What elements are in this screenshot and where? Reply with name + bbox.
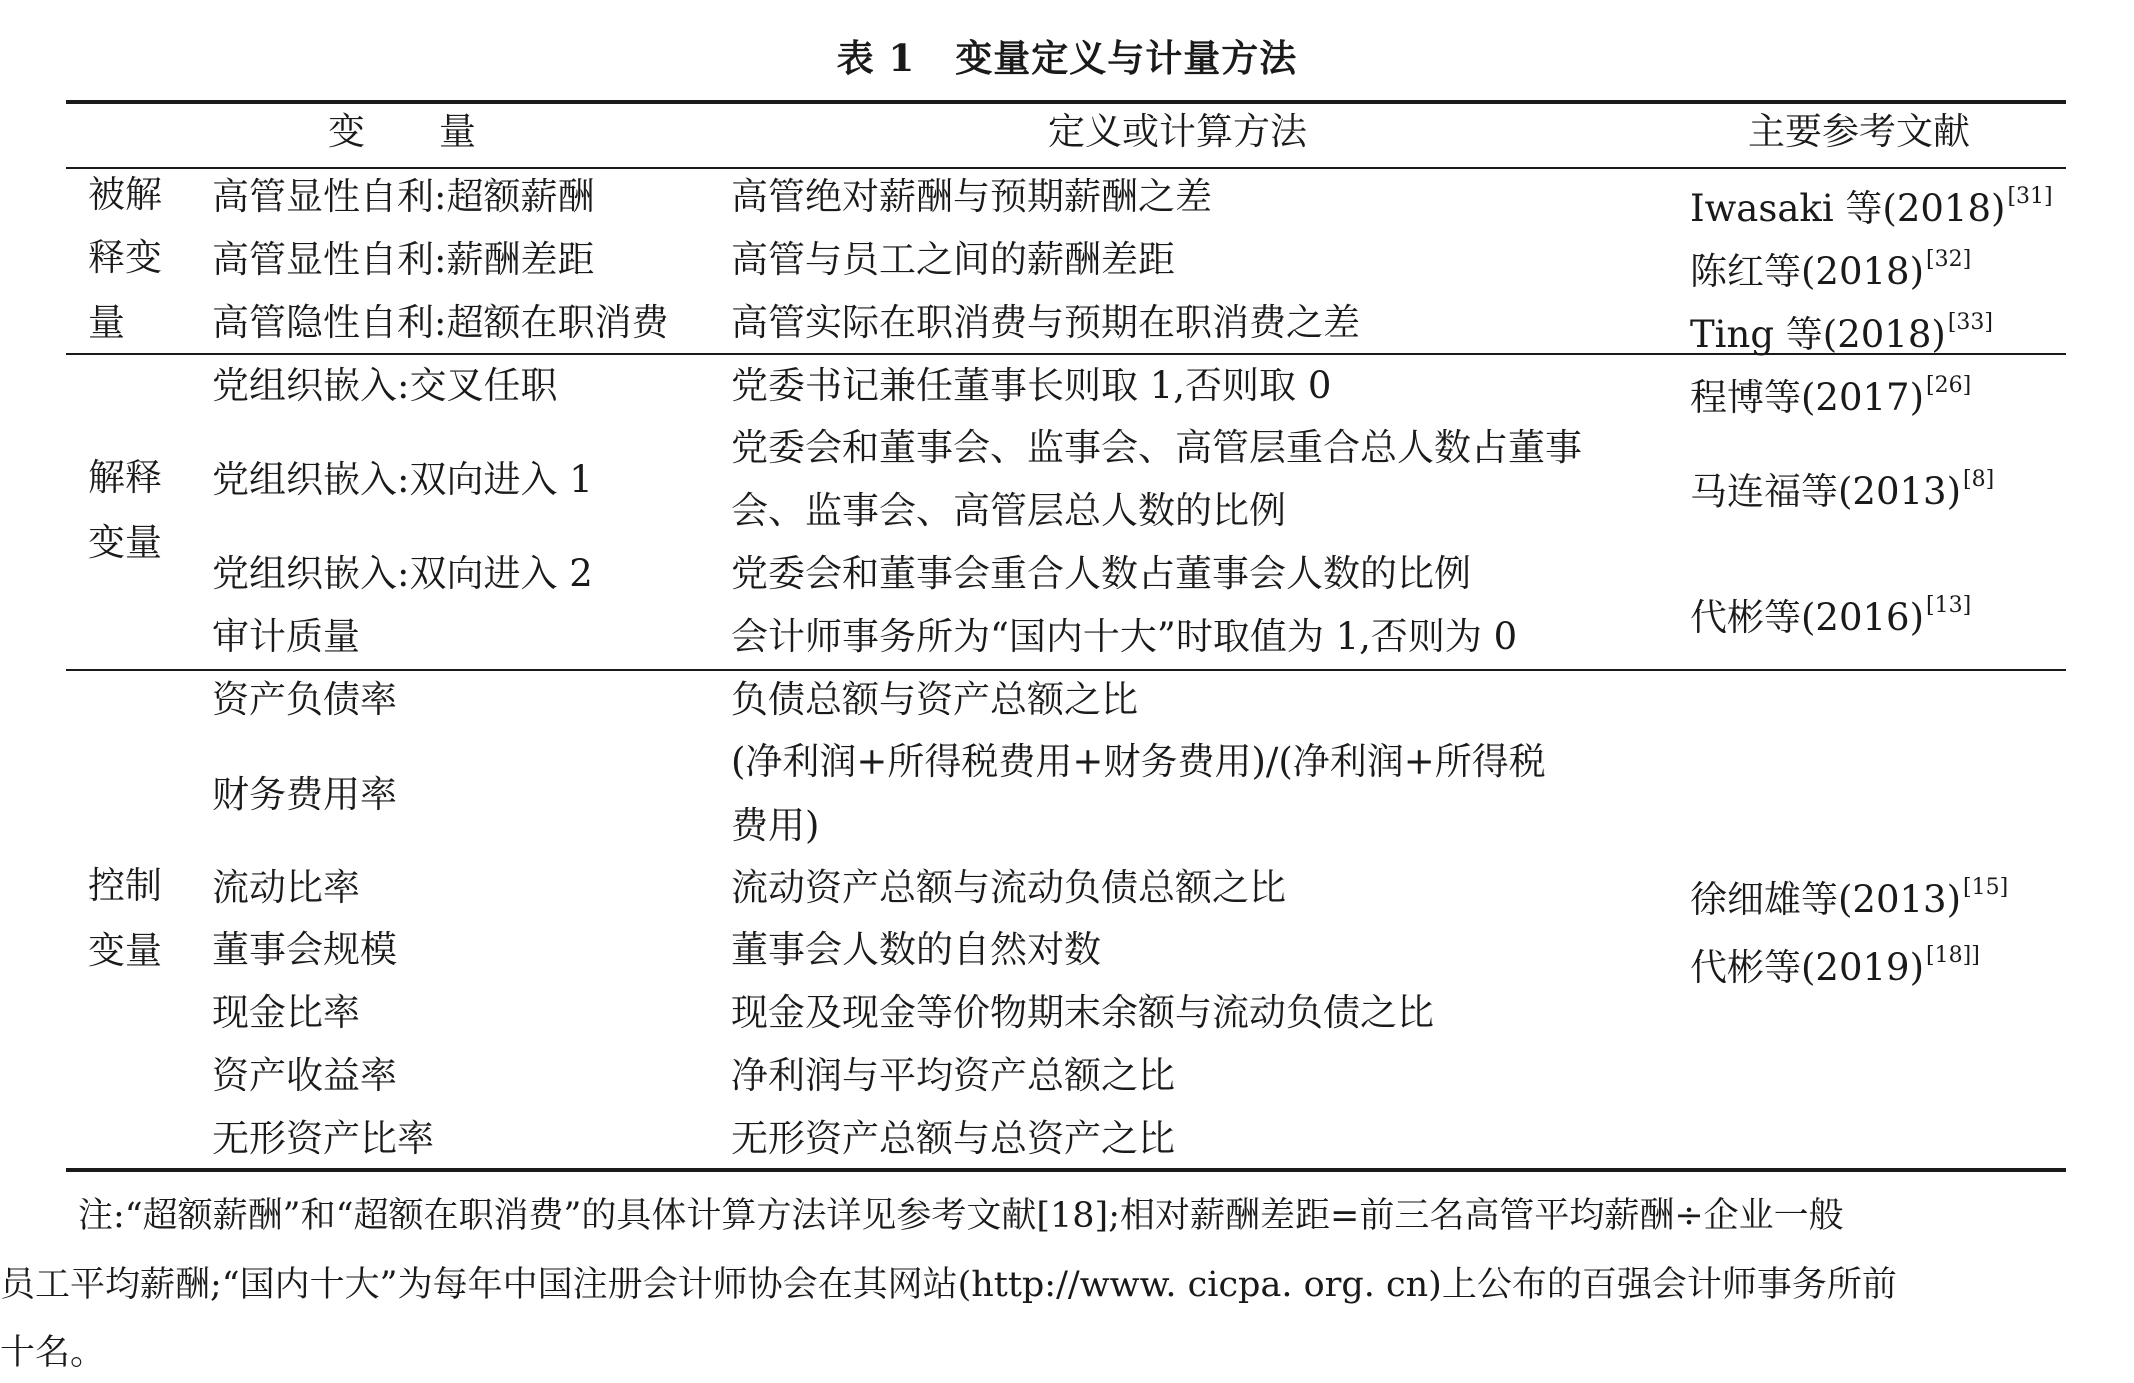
row-11-definition: 董事会人数的自然对数 — [731, 928, 1101, 971]
row-8-variable: 资产负债率 — [212, 678, 397, 721]
group-dependent-line1: 被解 — [88, 173, 162, 216]
row-3-reference: Ting 等(2018)[33] — [1690, 310, 1993, 356]
row-3-variable: 高管隐性自利:超额在职消费 — [212, 301, 669, 344]
row-9-variable: 财务费用率 — [212, 773, 397, 816]
row-5-variable: 党组织嵌入:双向进入 1 — [212, 458, 593, 501]
row-5-definition-cont: 会、监事会、高管层总人数的比例 — [731, 489, 1286, 532]
row-1-definition: 高管绝对薪酬与预期薪酬之差 — [731, 175, 1212, 218]
row-6-citation: [13] — [1926, 593, 1972, 618]
group-divider-2 — [66, 669, 2066, 671]
row-11-reference: 代彬等(2019)[18]] — [1690, 943, 1980, 989]
table-number: 表 1 — [836, 36, 916, 80]
row-11-citation: [18]] — [1926, 943, 1980, 968]
row-3-definition: 高管实际在职消费与预期在职消费之差 — [731, 301, 1360, 344]
row-10-reference: 徐细雄等(2013)[15] — [1690, 875, 2009, 921]
table-title — [0, 28, 2134, 82]
note-line-3: 十名。 — [0, 1333, 106, 1373]
row-10-citation: [15] — [1963, 875, 2009, 900]
row-4-reference: 程博等(2017)[26] — [1690, 373, 1972, 419]
row-5-definition: 党委会和董事会、监事会、高管层重合总人数占董事 — [731, 426, 1582, 469]
row-14-variable: 无形资产比率 — [212, 1117, 434, 1160]
group-explanatory-line2: 变量 — [88, 521, 162, 564]
header-definition: 定义或计算方法 — [1048, 110, 1307, 153]
row-4-variable: 党组织嵌入:交叉任职 — [212, 364, 558, 407]
row-10-variable: 流动比率 — [212, 866, 360, 909]
row-7-variable: 审计质量 — [212, 615, 360, 658]
row-2-reference: 陈红等(2018)[32] — [1690, 247, 1972, 293]
row-5-citation: [8] — [1963, 467, 1995, 492]
group-dependent-line2: 释变 — [88, 236, 162, 279]
note-line-2: 员工平均薪酬;“国内十大”为每年中国注册会计师协会在其网站(http://www. cicpa. org. cn)上公布的百强会计师事务所前 — [0, 1265, 1897, 1305]
row-14-definition: 无形资产总额与总资产之比 — [731, 1117, 1175, 1160]
row-2-variable: 高管显性自利:薪酬差距 — [212, 238, 595, 281]
group-explanatory-line1: 解释 — [88, 456, 162, 499]
row-1-citation: [31] — [2007, 184, 2053, 209]
row-12-variable: 现金比率 — [212, 991, 360, 1034]
row-9-definition-cont: 费用) — [731, 804, 820, 847]
row-4-citation: [26] — [1926, 373, 1972, 398]
row-1-reference: Iwasaki 等(2018)[31] — [1690, 184, 2053, 230]
row-11-variable: 董事会规模 — [212, 928, 397, 971]
row-10-definition: 流动资产总额与流动负债总额之比 — [731, 866, 1286, 909]
row-6-definition: 党委会和董事会重合人数占董事会人数的比例 — [731, 552, 1471, 595]
row-4-definition: 党委书记兼任董事长则取 1,否则取 0 — [731, 364, 1332, 407]
row-13-variable: 资产收益率 — [212, 1054, 397, 1097]
row-13-definition: 净利润与平均资产总额之比 — [731, 1054, 1175, 1097]
header-reference: 主要参考文献 — [1748, 110, 1970, 153]
note-line-1: 注:“超额薪酬”和“超额在职消费”的具体计算方法详见参考文献[18];相对薪酬差距=前三名高管平均薪酬÷企业一般 — [78, 1196, 1844, 1236]
row-6-variable: 党组织嵌入:双向进入 2 — [212, 552, 593, 595]
row-7-definition: 会计师事务所为“国内十大”时取值为 1,否则为 0 — [731, 615, 1518, 658]
top-rule — [66, 100, 2066, 104]
group-control-line1: 控制 — [88, 864, 162, 907]
group-dependent-line3: 量 — [88, 301, 125, 344]
row-2-definition: 高管与员工之间的薪酬差距 — [731, 238, 1175, 281]
row-2-citation: [32] — [1926, 247, 1972, 272]
header-variable: 变 量 — [328, 110, 476, 153]
row-8-definition: 负债总额与资产总额之比 — [731, 678, 1138, 721]
row-6-reference: 代彬等(2016)[13] — [1690, 593, 1972, 639]
row-12-definition: 现金及现金等价物期末余额与流动负债之比 — [731, 991, 1434, 1034]
row-3-citation: [33] — [1947, 310, 1993, 335]
row-1-variable: 高管显性自利:超额薪酬 — [212, 175, 595, 218]
bottom-rule — [66, 1168, 2066, 1172]
header-rule — [66, 167, 2066, 169]
group-control-line2: 变量 — [88, 929, 162, 972]
row-5-reference: 马连福等(2013)[8] — [1690, 467, 1995, 513]
row-9-definition: (净利润+所得税费用+财务费用)/(净利润+所得税 — [731, 740, 1546, 783]
table-title-text: 变量定义与计量方法 — [955, 36, 1298, 80]
